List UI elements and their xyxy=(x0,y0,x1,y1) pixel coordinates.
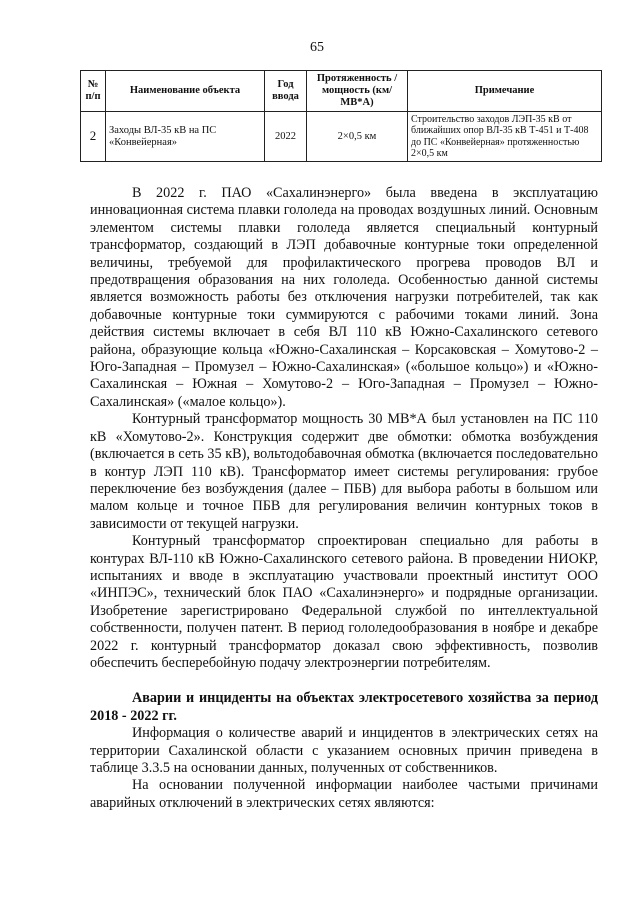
paragraph: На основании полученной информации наиболее частыми причинами аварийных отключений в электрических сетях являются: xyxy=(90,777,598,811)
paragraph: Контурный трансформатор мощность 30 МВ*А был установлен на ПС 110 кВ «Хомутово-2». Конструкция содержит две обмотки: обмотка возбуждения (включается в сеть 35 кВ), вольтодобавочная обмотка (включается последовательно в контур ЛЭП 110 кВ). Трансформатор имеет системы регулирования: грубое переключение без возбуждения (далее – ПБВ) для выбора работы в большом или малом кольце и точное ПБВ для регулирования величин контурных токов в зависимости от текущей нагрузки. xyxy=(90,411,598,532)
header-name: Наименование объекта xyxy=(106,71,265,112)
page-number: 65 xyxy=(310,40,324,55)
objects-table xyxy=(80,70,602,162)
header-note: Примечание xyxy=(408,71,602,112)
paragraph: Информация о количестве аварий и инцидентов в электрических сетях на территории Сахалинской области с указанием основных причин приведена в таблице 3.3.5 на основании данных, полученных от собственников. xyxy=(90,725,598,776)
table-row xyxy=(81,112,602,162)
body-text xyxy=(90,185,598,812)
header-num: № п/п xyxy=(81,71,106,112)
cell-name: Заходы ВЛ-35 кВ на ПС «Конвейерная» xyxy=(106,112,265,162)
section-heading: Аварии и инциденты на объектах электросетевого хозяйства за период 2018 - 2022 гг. xyxy=(90,690,598,724)
cell-year: 2022 xyxy=(265,112,307,162)
cell-note: Строительство заходов ЛЭП-35 кВ от ближайших опор ВЛ-35 кВ Т-451 и Т-408 до ПС «Конвейерная» протяженностью 2×0,5 км xyxy=(408,112,602,162)
cell-num: 2 xyxy=(81,112,106,162)
paragraph: Контурный трансформатор спроектирован специально для работы в контурах ВЛ-110 кВ Южно-Сахалинского сетевого района. В проведении НИОКР, испытаниях и вводе в эксплуатацию участвовали проектный институт ООО «ИНПЭС», технический блок ПАО «Сахалинэнерго» и подрядные организации. Изобретение зарегистрировано Федеральной службой по интеллектуальной собственности, получен патент. В период гололедообразования в ноябре и декабре 2022 г. контурный трансформатор доказал свою эффективность, позволив обеспечить бесперебойную подачу электроэнергии потребителям. xyxy=(90,533,598,671)
table-header-row xyxy=(81,71,602,112)
paragraph: В 2022 г. ПАО «Сахалинэнерго» была введена в эксплуатацию инновационная система плавки гололеда на проводах воздушных линий. Основным элементом системы плавки гололеда является специальный контурный трансформатор, создающий в ЛЭП добавочные контурные токи определенной величины, требуемой для профилактического прогрева проводов ВЛ и предотвращения образования на них гололеда. Особенностью данной системы является возможность работы без отключения нагрузки потребителей, так как добавочные контурные токи суммируются с рабочими токами линий. Зона действия системы включает в себя ВЛ 110 кВ Южно-Сахалинского сетевого района, образующие кольца «Южно-Сахалинская – Корсаковская – Хомутово-2 – Юго-Западная – Промузел – Южно-Сахалинская» («большое кольцо») и «Южно-Сахалинская – Южная – Хомутово-2 – Юго-Западная – Промузел – Южно-Сахалинская» («малое кольцо»). xyxy=(90,185,598,410)
header-year: Год ввода xyxy=(265,71,307,112)
cell-length: 2×0,5 км xyxy=(307,112,408,162)
header-length: Протяженность / мощность (км/МВ*А) xyxy=(307,71,408,112)
